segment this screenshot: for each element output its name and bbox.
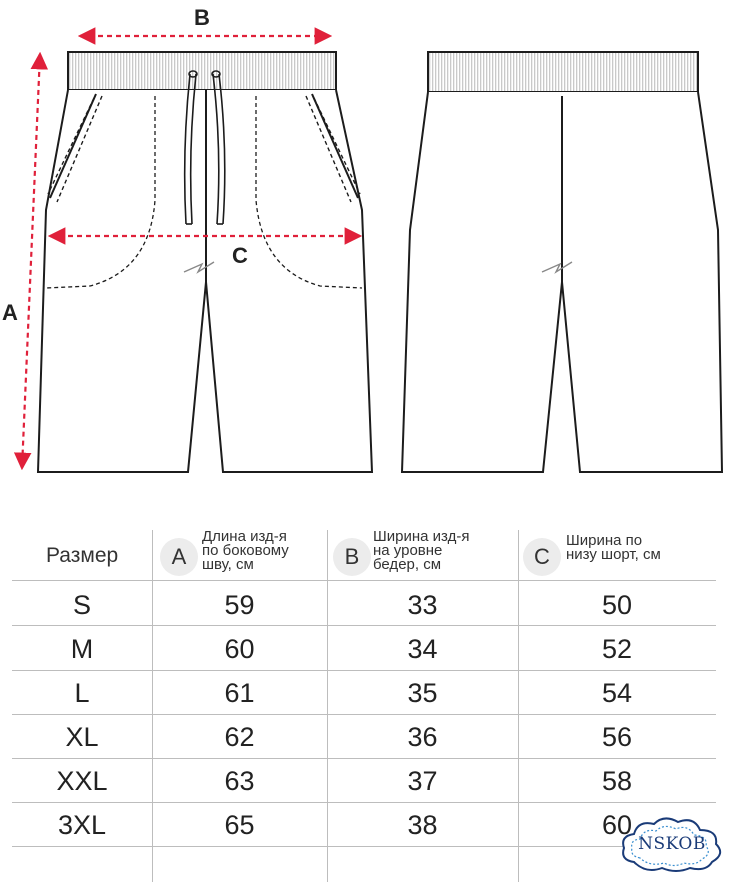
column-header-size: Размер bbox=[46, 544, 119, 567]
arrow-a bbox=[22, 54, 40, 468]
table-cell-a: 65 bbox=[224, 810, 255, 840]
table-cell-c: 56 bbox=[601, 722, 633, 752]
table-cell-c: 58 bbox=[601, 766, 633, 796]
label-b: B bbox=[194, 5, 210, 30]
table-cell-a: 63 bbox=[224, 766, 255, 796]
table-cell-a: 59 bbox=[224, 590, 255, 620]
front-waistband bbox=[68, 52, 336, 90]
table-cell-a: 62 bbox=[224, 722, 255, 752]
table-cell-c: 52 bbox=[601, 634, 633, 664]
table-cell-b: 34 bbox=[407, 634, 438, 664]
label-c: C bbox=[232, 243, 248, 268]
table-cell-b: 33 bbox=[407, 590, 438, 620]
table-cell-b: 35 bbox=[407, 678, 438, 708]
shorts-back-view bbox=[402, 52, 722, 472]
column-badge-c: C bbox=[523, 538, 561, 576]
column-header-b: Ширина изд-я на уровне бедер, см bbox=[373, 528, 470, 573]
back-waistband bbox=[428, 52, 698, 92]
watermark-text: NSKOB bbox=[638, 834, 706, 854]
grid-line bbox=[12, 758, 716, 759]
column-badge-a: A bbox=[160, 538, 198, 576]
grid-line bbox=[12, 580, 716, 581]
column-badge-b: B bbox=[333, 538, 371, 576]
table-cell-size: S bbox=[72, 590, 91, 620]
grid-line bbox=[12, 802, 716, 803]
table-cell-size: XL bbox=[65, 722, 99, 752]
shorts-front-view bbox=[38, 52, 372, 472]
table-cell-c: 54 bbox=[601, 678, 633, 708]
grid-line bbox=[12, 625, 716, 626]
table-cell-size: L bbox=[74, 678, 90, 708]
label-a: A bbox=[2, 300, 18, 325]
table-cell-size: 3XL bbox=[57, 810, 107, 840]
column-header-a: Длина изд-я по боковому шву, см bbox=[202, 528, 289, 573]
table-cell-size: M bbox=[70, 634, 94, 664]
table-cell-c: 60 bbox=[601, 810, 633, 840]
table-cell-c: 50 bbox=[601, 590, 633, 620]
grid-line bbox=[12, 670, 716, 671]
table-cell-a: 61 bbox=[224, 678, 255, 708]
grid-line bbox=[12, 714, 716, 715]
table-cell-b: 38 bbox=[407, 810, 438, 840]
watermark-logo bbox=[616, 812, 728, 876]
table-cell-size: XXL bbox=[56, 766, 108, 796]
column-header-c: Ширина по низу шорт, см bbox=[566, 532, 661, 563]
grid-line bbox=[12, 846, 716, 847]
table-cell-b: 36 bbox=[407, 722, 438, 752]
table-cell-b: 37 bbox=[407, 766, 438, 796]
table-cell-a: 60 bbox=[224, 634, 255, 664]
